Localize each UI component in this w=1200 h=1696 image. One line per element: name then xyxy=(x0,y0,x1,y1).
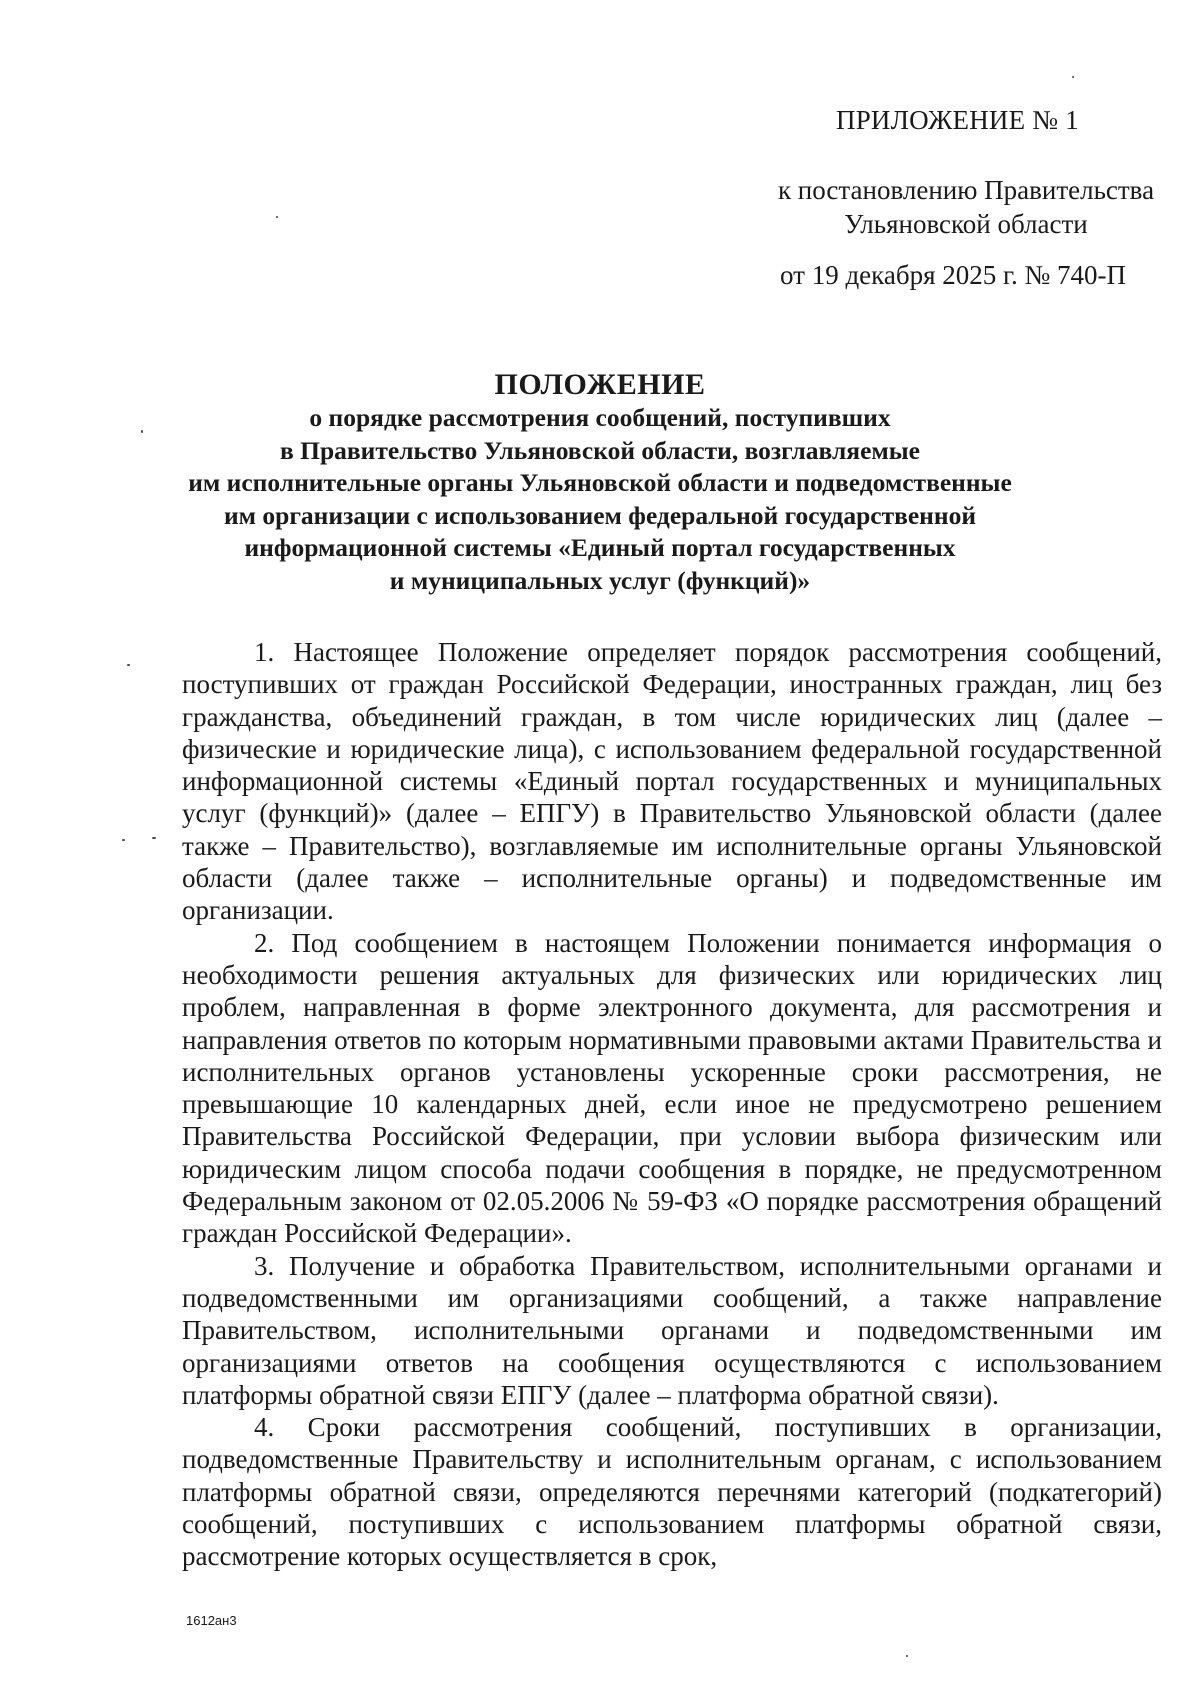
scan-speck xyxy=(141,430,143,433)
appendix-label: ПРИЛОЖЕНИЕ № 1 xyxy=(836,105,1079,135)
scan-speck xyxy=(1072,76,1074,78)
subtitle-line: им исполнительные органы Ульяновской области и подведомственные xyxy=(188,468,1012,497)
scan-speck xyxy=(127,664,130,666)
scan-speck xyxy=(906,1655,908,1657)
document-code: 1612ан3 xyxy=(186,1613,237,1628)
subtitle-line: и муниципальных услуг (функций)» xyxy=(389,565,811,595)
subtitle-line: информационной системы «Единый портал государственных xyxy=(244,533,956,562)
paragraph-4: 4. Сроки рассмотрения сообщений, поступивших в организации, подведомственные Правительству и исполнительным органам, с использованием платформы обратной связи, определяются перечнями категорий (подкатегорий) сообщений, поступивших с использованием платформы обратной связи, рассмотрение которых осуществляется в срок, xyxy=(182,1412,1162,1572)
scan-speck xyxy=(152,837,156,839)
subtitle-line: в Правительство Ульяновской области, возглавляемые xyxy=(280,435,920,465)
document-body xyxy=(182,636,1162,1573)
paragraph-3: 3. Получение и обработка Правительством, исполнительными органами и подведомственными им организациями сообщений, а также направление Правительством, исполнительными органами и подведомственными им организациями ответов на сообщения осуществляются с использованием платформы обратной связи ЕПГУ (далее – платформа обратной связи). xyxy=(182,1250,1162,1410)
decree-reference-line1: к постановлению Правительства xyxy=(777,175,1155,205)
decree-reference xyxy=(766,173,1166,241)
subtitle-line: им организации с использованием федеральной государственной xyxy=(223,500,977,530)
decree-reference-line2: Ульяновской области xyxy=(844,209,1088,239)
subtitle-line: о порядке рассмотрения сообщений, поступивших xyxy=(309,403,891,432)
scan-speck xyxy=(276,216,278,218)
document-title: ПОЛОЖЕНИЕ xyxy=(494,368,706,401)
decree-date: от 19 декабря 2025 г. № 740-П xyxy=(780,260,1127,290)
document-subtitle xyxy=(160,402,1040,597)
paragraph-1: 1. Настоящее Положение определяет порядок рассмотрения сообщений, поступивших от граждан Российской Федерации, иностранных граждан, лиц без гражданства, объединений граждан, в том числе юридических лиц (далее – физические и юридические лица), с использованием федеральной государственной информационной системы «Единый портал государственных и муниципальных услуг (функций)» (далее – ЕПГУ) в Правительство Ульяновской области (далее также – Правительство), возглавляемые им исполнительные органы Ульяновской области (далее также – исполнительные органы) и подведомственные им организации. xyxy=(182,637,1162,926)
scan-speck xyxy=(122,839,125,841)
paragraph-2: 2. Под сообщением в настоящем Положении понимается информация о необходимости решения актуальных для физических или юридических лиц проблем, направленная в форме электронного документа, для рассмотрения и направления ответов по которым нормативными правовыми актами Правительства и исполнительных органов установлены ускоренные сроки рассмотрения, не превышающие 10 календарных дней, если иное не предусмотрено решением Правительства Российской Федерации, при условии выбора физическим или юридическим лицом способа подачи сообщения в порядке, не предусмотренном Федеральным законом от 02.05.2006 № 59-ФЗ «О порядке рассмотрения обращений граждан Российской Федерации». xyxy=(182,927,1162,1249)
